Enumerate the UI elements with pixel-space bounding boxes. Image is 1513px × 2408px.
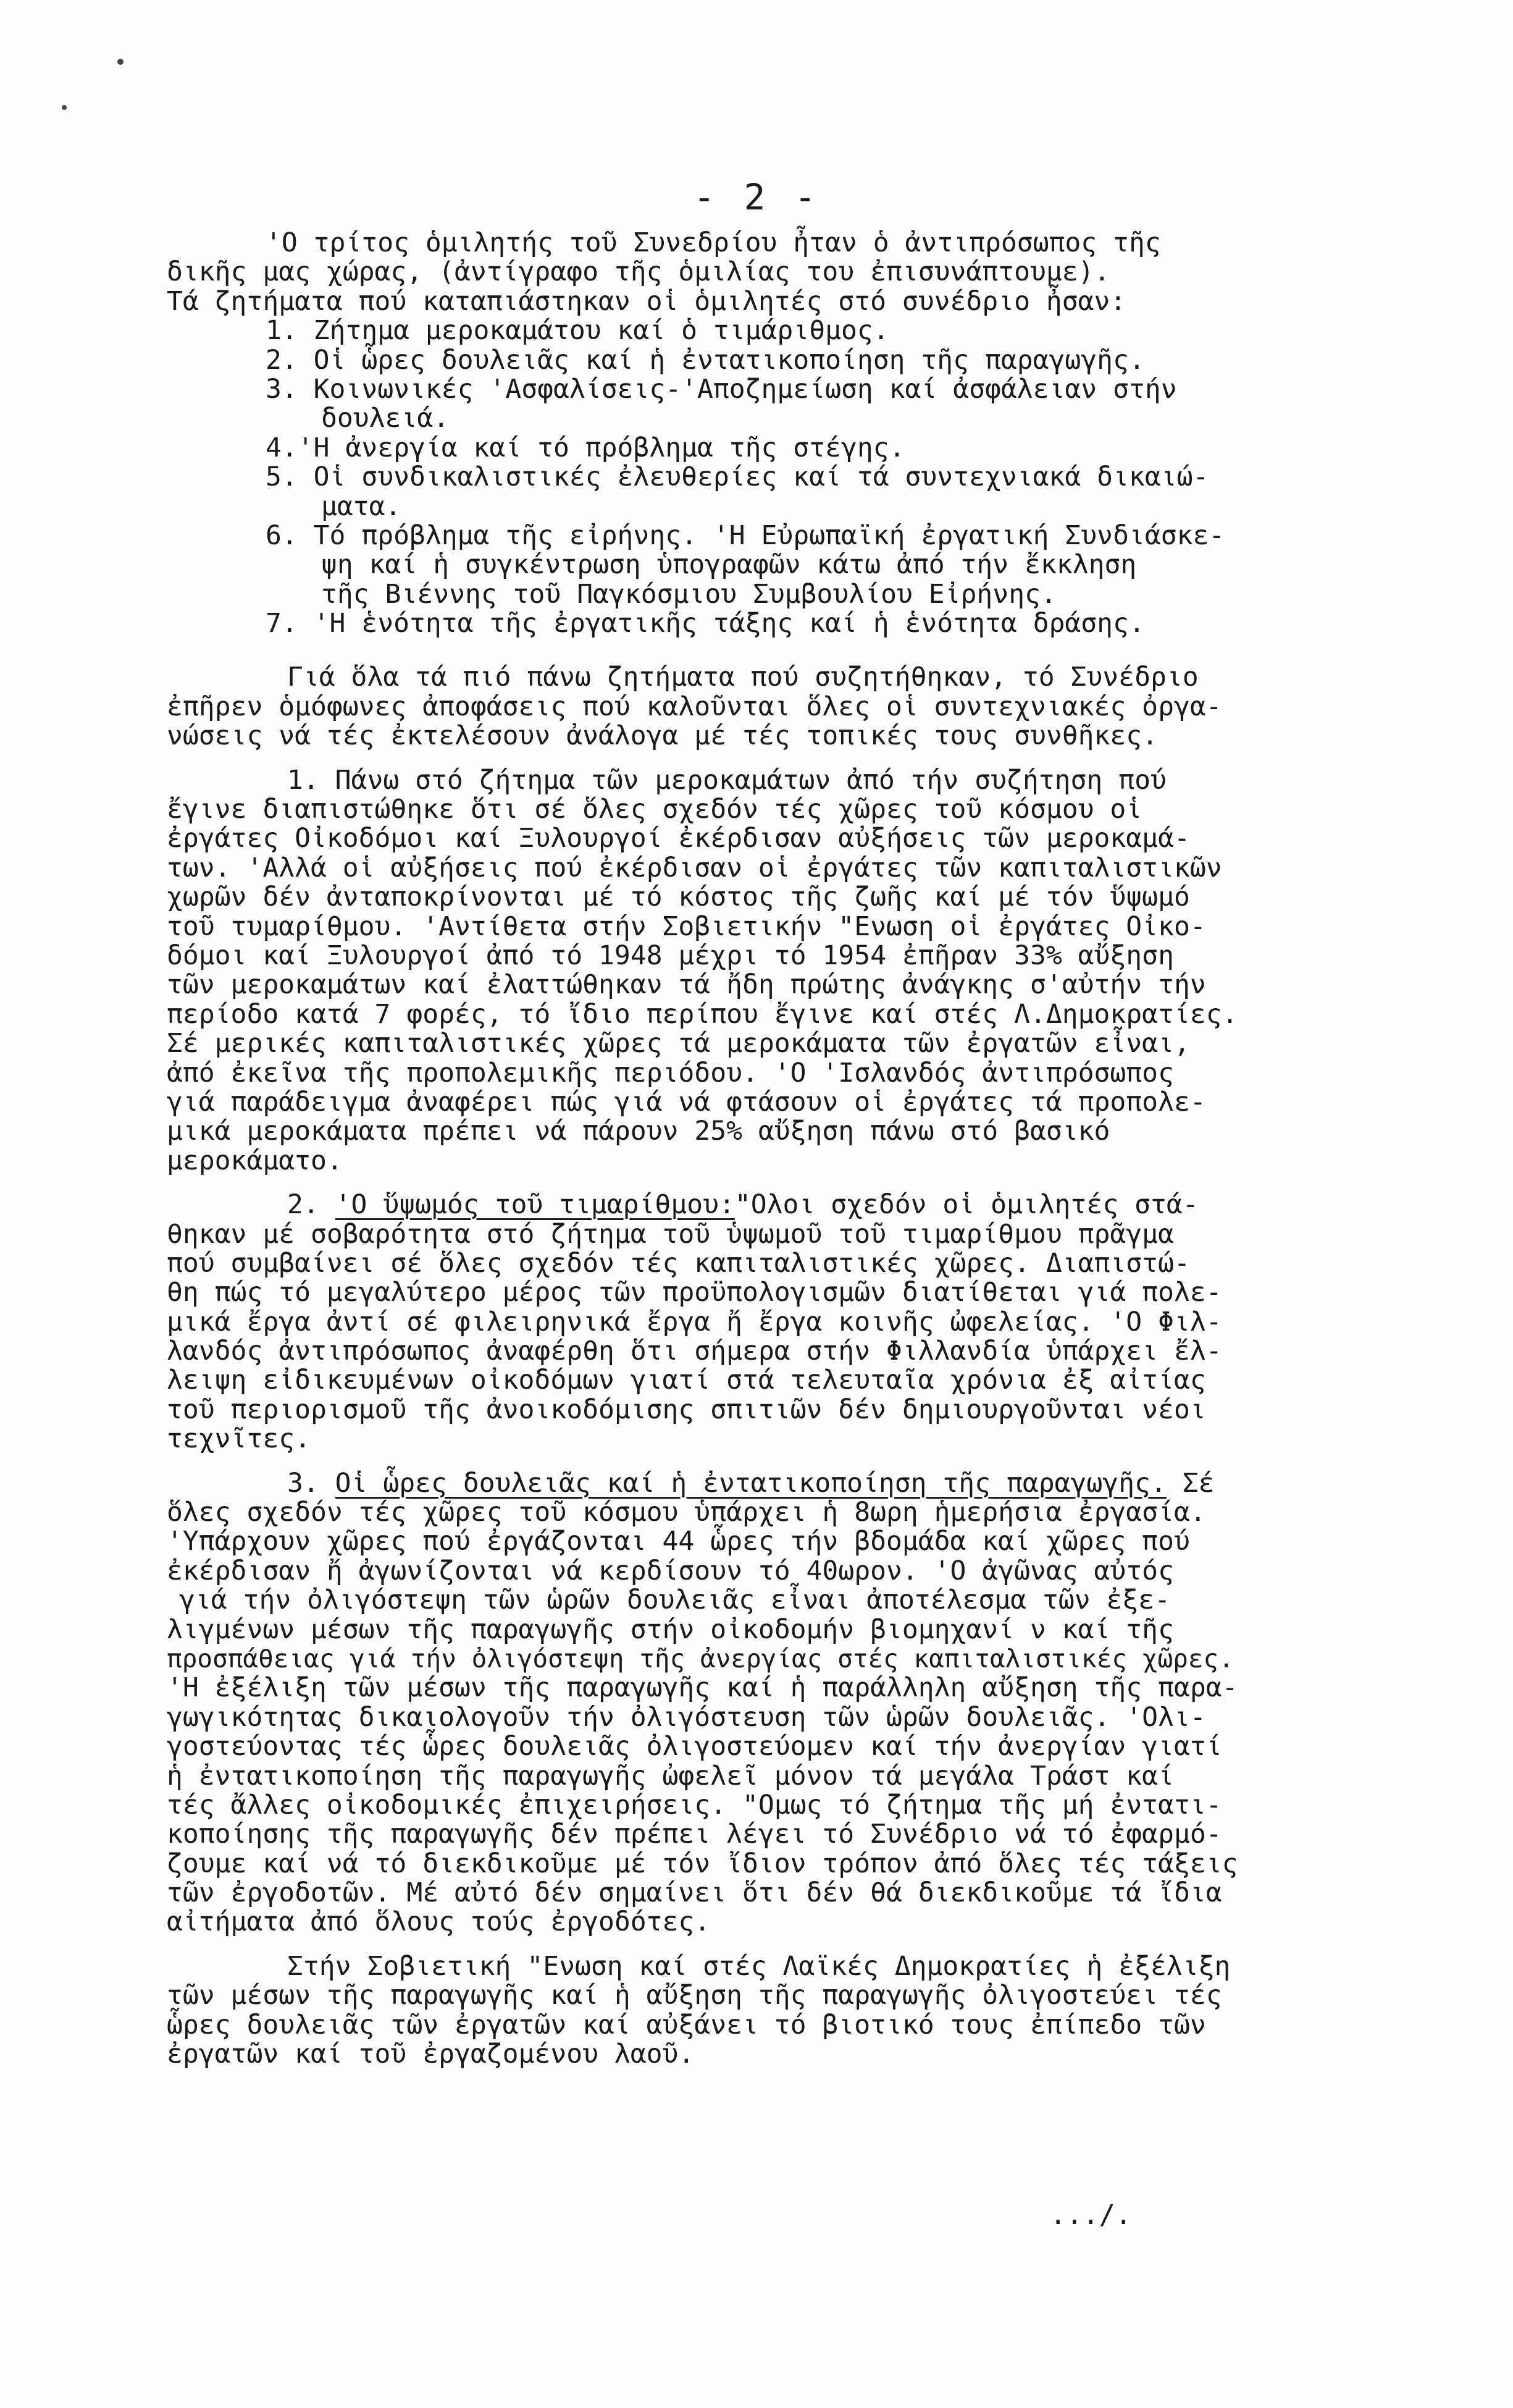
section-3-line: τῶν ἐργοδοτῶν. Μέ αὐτό δέν σημαίνει ὅτι δέν θά διεκδικοῦμε τά ἴδια <box>167 1877 1222 1909</box>
section-2-line: θη πώς τό μεγαλύτερο μέρος τῶν προϋπολογισμῶν διατίθεται γιά πολε- <box>167 1277 1222 1308</box>
document-body <box>167 229 1402 2069</box>
list-item-continuation: ψη καί ἡ συγκέντρωση ὑπογραφῶν κάτω ἀπό τήν ἔκκληση <box>321 549 1137 581</box>
section-3-line: προσπάθειας γιά τήν ὀλιγόστεψη τῆς ἀνεργίας στές καπιταλιστικές χῶρες. <box>167 1643 1234 1673</box>
section-3-line: 'Η ἐξέλιξη τῶν μέσων τῆς παραγωγῆς καί ἡ παράλληλη αὔξηση τῆς παρα- <box>167 1672 1238 1704</box>
list-item: 7. 'Η ἑνότητα τῆς ἐργατικῆς τάξης καί ἡ ἑνότητα δράσης. <box>266 608 1145 639</box>
section-2-line: πού συμβαίνει σέ ὅλες σχεδόν τές καπιταλιστικές χῶρες. Διαπιστώ- <box>167 1247 1190 1279</box>
section-3-line: ἡ ἐντατικοποίηση τῆς παραγωγῆς ὠφελεῖ μόνον τά μεγάλα Τράστ καί <box>167 1760 1174 1791</box>
section-1-line: χωρῶν δέν ἀνταποκρίνονται μέ τό κόστος τῆς ζωῆς καί μέ τόν ὕψωμό <box>167 882 1190 913</box>
section-3-line: γωγικότητας δικαιολογοῦν τήν ὀλιγόστευση τῶν ὡρῶν δουλειᾶς. 'Ολι- <box>167 1701 1206 1733</box>
section-3-line: γιά τήν ὀλιγόστεψη τῶν ὡρῶν δουλειᾶς εἶναι ἀποτέλεσμα τῶν ἐξε- <box>179 1585 1171 1616</box>
summary-line: ἐπῆρεν ὁμόφωνες ἀποφάσεις πού καλοῦνται ὅλες οἱ συντεχνιακές ὀργα- <box>167 691 1222 722</box>
section-1-line: ἐργάτες Οἰκοδόμοι καί Ξυλουργοί ἐκέρδισαν αὐξήσεις τῶν μεροκαμά- <box>167 823 1190 854</box>
section-1-line: γιά παράδειγμα ἀναφέρει πώς γιά νά φτάσουν οἱ ἐργάτες τά προπολε- <box>167 1086 1206 1118</box>
intro-line: Τά ζητήματα πού καταπιάστηκαν οἱ ὁμιλητές στό συνέδριο ἦσαν: <box>167 285 1126 317</box>
paper-speck <box>62 105 67 110</box>
list-item-continuation: τῆς Βιέννης τοῦ Παγκόσμιου Συμβουλίου Εἰρήνης. <box>321 578 1057 610</box>
intro-line: 'Ο τρίτος ὁμιλητής τοῦ Συνεδρίου ἦταν ὁ ἀντιπρόσωπος τῆς <box>266 227 1161 258</box>
section-3-line: κοποίησης τῆς παραγωγῆς δέν πρέπει λέγει τό Συνέδριο νά τό ἐφαρμό- <box>167 1819 1222 1850</box>
section-1-line: μικά μεροκάματα πρέπει νά πάρουν 25% αὔξηση πάνω στό βασικό <box>167 1116 1110 1147</box>
section-heading: 'Ο ὕψωμός τοῦ τιμαρίθμου: <box>335 1189 735 1221</box>
list-item: 1. Ζήτημα μεροκαμάτου καί ὁ τιμάριθμος. <box>266 315 889 347</box>
section-2-line: τοῦ περιορισμοῦ τῆς ἀνοικοδόμισης σπιτιῶν δέν δημιουργοῦνται νέοι <box>167 1394 1206 1425</box>
section-1-line: μεροκάματο. <box>167 1145 343 1176</box>
section-2-heading-line <box>167 1190 1402 1219</box>
continuation-mark: .../. <box>1050 2199 1132 2231</box>
section-2-line: μικά ἔργα ἀντί σέ φιλειρηνικά ἔργα ἤ ἔργα κοινῆς ὠφελείας. 'Ο Φιλ- <box>167 1306 1222 1337</box>
section-2-line: λειψη εἰδικευμένων οἰκοδόμων γιατί στά τελευταῖα χρόνια ἐξ αἰτίας <box>167 1365 1206 1396</box>
section-2-line: λανδός ἀντιπρόσωπος ἀναφέρθη ὅτι σήμερα στήν Φιλλανδία ὑπάρχει ἔλ- <box>167 1336 1222 1367</box>
summary-line: Γιά ὅλα τά πιό πάνω ζητήματα πού συζητήθηκαν, τό Συνέδριο <box>287 662 1199 693</box>
section-2-line: τεχνῖτες. <box>167 1423 311 1455</box>
section-1-line: 1. Πάνω στό ζήτημα τῶν μεροκαμάτων ἀπό τήν συζήτηση πού <box>287 764 1167 796</box>
paper-speck <box>117 59 124 65</box>
section-text: Σέ <box>1166 1467 1215 1499</box>
section-1-line: δόμοι καί Ξυλουργοί ἀπό τό 1948 μέχρι τό 1954 ἐπῆραν 33% αὔξηση <box>167 940 1174 971</box>
section-3-line: 'Υπάρχουν χῶρες πού ἐργάζονται 44 ὧρες τήν βδομάδα καί χῶρες πού <box>167 1526 1190 1557</box>
list-item-continuation: δουλειά. <box>321 403 450 434</box>
section-text: "Ολοι σχεδόν οἱ ὁμιλητές στά- <box>734 1189 1199 1221</box>
final-paragraph-line: ἐργατῶν καί τοῦ ἐργαζομένου λαοῦ. <box>167 2039 695 2070</box>
summary-line: νώσεις νά τές ἐκτελέσουν ἀνάλογα μέ τές τοπικές τους συνθῆκες. <box>167 720 1159 752</box>
section-1-line: τῶν μεροκαμάτων καί ἐλαττώθηκαν τά ἤδη πρώτης ἀνάγκης σ'αὐτήν τήν <box>167 969 1206 1001</box>
list-item: 4.'Η ἀνεργία καί τό πρόβλημα τῆς στέγης. <box>266 432 905 463</box>
section-2-line: θηκαν μέ σοβαρότητα στό ζήτημα τοῦ ὑψωμοῦ τοῦ τιμαρίθμου πρᾶγμα <box>167 1218 1174 1250</box>
section-3-line: ἐκέρδισαν ἤ ἀγωνίζονται νά κερδίσουν τό 40ωρον. 'Ο ἀγῶνας αὐτός <box>167 1555 1174 1586</box>
section-3-line: λιγμένων μέσων τῆς παραγωγῆς στήν οἰκοδομήν βιομηχανί ν καί τῆς <box>167 1614 1174 1645</box>
list-item: 6. Τό πρόβλημα τῆς εἰρήνης. 'Η Εὐρωπαϊκή ἐργατική Συνδιάσκε- <box>266 520 1225 551</box>
section-1-line: ἀπό ἐκεῖνα τῆς προπολεμικῆς περιόδου. 'Ο 'Ισλανδός ἀντιπρόσωπος <box>167 1057 1174 1088</box>
section-number: 2. <box>287 1189 335 1221</box>
list-item: 2. Οἱ ὧρες δουλειᾶς καί ἡ ἐντατικοποίηση τῆς παραγωγῆς. <box>266 344 1145 376</box>
intro-line: δικῆς μας χώρας, (ἀντίγραφο τῆς ὁμιλίας του ἐπισυνάπτουμε). <box>167 256 1110 288</box>
page-number: - 2 - <box>693 176 820 218</box>
final-paragraph-line: ὧρες δουλειᾶς τῶν ἐργατῶν καί αὐξάνει τό βιοτικό τους ἐπίπεδο τῶν <box>167 2009 1206 2040</box>
section-3-line: ὅλες σχεδόν τές χῶρες τοῦ κόσμου ὑπάρχει ἡ 8ωρη ἡμερήσια ἐργασία. <box>167 1497 1206 1528</box>
section-3-line: τές ἄλλες οἰκοδομικές ἐπιχειρήσεις. "Ομως τό ζήτημα τῆς μή ἐντατι- <box>167 1789 1222 1821</box>
final-paragraph-line: τῶν μέσων τῆς παραγωγῆς καί ἡ αὔξηση τῆς παραγωγῆς ὀλιγοστεύει τές <box>167 1980 1222 2011</box>
list-item: 3. Κοινωνικές 'Ασφαλίσεις-'Αποζημείωση καί ἀσφάλειαν στήν <box>266 373 1177 405</box>
section-1-line: Σέ μερικές καπιταλιστικές χῶρες τά μεροκάματα τῶν ἐργατῶν εἶναι, <box>167 1028 1190 1059</box>
section-1-line: ἔγινε διαπιστώθηκε ὅτι σέ ὅλες σχεδόν τές χῶρες τοῦ κόσμου οἱ <box>167 794 1142 825</box>
section-3-line: αἰτήματα ἀπό ὅλους τούς ἐργοδότες. <box>167 1906 711 1938</box>
section-3-line: ζουμε καί νά τό διεκδικοῦμε μέ τόν ἴδιον τρόπον ἀπό ὅλες τές τάξεις <box>167 1848 1238 1879</box>
section-3-line: γοστεύοντας τές ὧρες δουλειᾶς ὀλιγοστεύομεν καί τήν ἀνεργίαν γιατί <box>167 1731 1222 1762</box>
section-1-line: τοῦ τυμαρίθμου. 'Αντίθετα στήν Σοβιετικήν "Ενωση οἱ ἐργάτες Οἰκο- <box>167 911 1206 942</box>
section-heading: Οἱ ὧρες δουλειᾶς καί ἡ ἐντατικοποίηση τῆς παραγωγῆς. <box>335 1467 1167 1499</box>
section-number: 3. <box>287 1467 335 1499</box>
section-1-line: των. 'Αλλά οἱ αὐξήσεις πού ἐκέρδισαν οἱ ἐργάτες τῶν καπιταλιστικῶν <box>167 852 1222 883</box>
list-item-continuation: ματα. <box>321 490 401 522</box>
final-paragraph-line: Στήν Σοβιετική "Ενωση καί στές Λαϊκές Δημοκρατίες ἡ ἐξέλιξη <box>287 1950 1231 1982</box>
section-1-line: περίοδο κατά 7 φορές, τό ἴδιο περίπου ἔγινε καί στές Λ.Δημοκρατίες. <box>167 998 1238 1030</box>
section-3-heading-line <box>167 1469 1402 1498</box>
list-item: 5. Οἱ συνδικαλιστικές ἐλευθερίες καί τά συντεχνιακά δικαιώ- <box>266 461 1209 493</box>
